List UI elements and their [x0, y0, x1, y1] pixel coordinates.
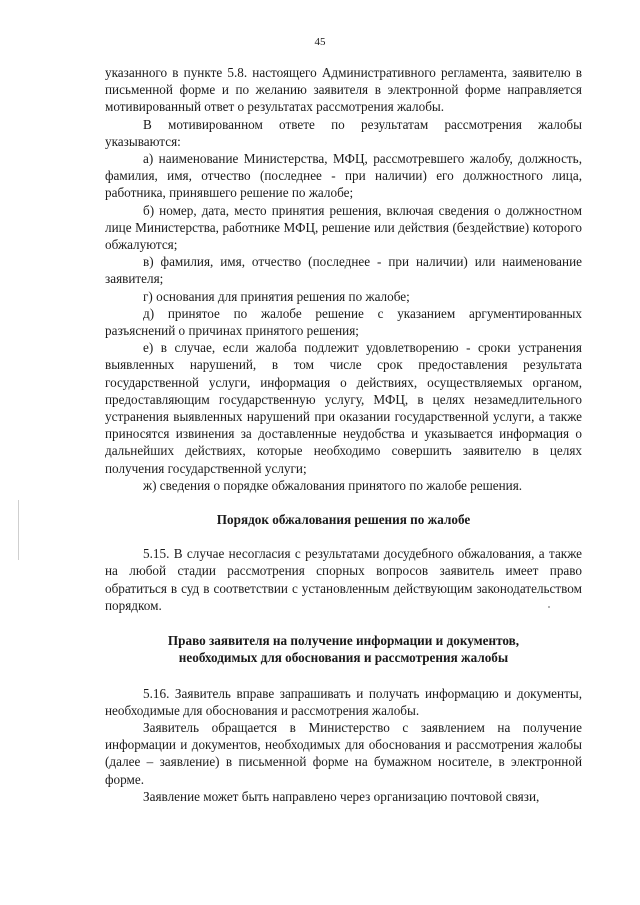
list-item-e: е) в случае, если жалоба подлежит удовлетворению - сроки устранения выявленных нарушений, в том числе срок предоставления результата государственной услуги, информация о действиях, осуществляемых органом, предоставляющим государственную услугу, МФЦ, в целях незамедлительного устранения выявленных нарушений при оказании государственной услуги, а также приносятся извинения за доставленные неудобства и указывается информация о дальнейших действиях, которые необходимо совершить заявителю в целях получения государственной услуги;	[105, 340, 582, 476]
paragraph-application: Заявитель обращается в Министерство с заявлением на получение информации и документов, необходимых для обоснования и рассмотрения жалобы (далее – заявление) в письменной форме на бумажном носителе, в электронной форме.	[105, 719, 582, 787]
section-heading-line-2: необходимых для обоснования и рассмотрения жалобы	[178, 650, 509, 666]
scan-margin-mark	[18, 500, 19, 560]
list-item-v: в) фамилия, имя, отчество (последнее - при наличии) или наименование заявителя;	[105, 254, 582, 287]
list-item-g: г) основания для принятия решения по жалобе;	[143, 288, 410, 304]
section-heading-appeal-procedure: Порядок обжалования решения по жалобе	[216, 512, 471, 528]
list-item-d: д) принятое по жалобе решение с указанием аргументированных разъяснений о причинах принятого решения;	[105, 305, 582, 339]
list-item-b: б) номер, дата, место принятия решения, включая сведения о должностном лице Министерства, работнике МФЦ, решение или действия (бездействие) которого обжалуются;	[105, 202, 582, 253]
paragraph-continuation: указанного в пункте 5.8. настоящего Административного регламента, заявителю в письменной форме и по желанию заявителя в электронной форме направляется мотивированный ответ о результатах рассмотрения жалобы.	[105, 65, 582, 115]
page-number: 45	[314, 36, 326, 48]
section-heading-information-right	[105, 632, 582, 666]
list-item-a: а) наименование Министерства, МФЦ, рассмотревшего жалобу, должность, фамилия, имя, отчество (последнее - при наличии) его должностного лица, работника, принявшего решение по жалобе;	[105, 151, 582, 201]
list-item-zh: ж) сведения о порядке обжалования принятого по жалобе решения.	[143, 477, 523, 493]
paragraph-5-15: 5.15. В случае несогласия с результатами досудебного обжалования, а также на любой стадии рассмотрения спорных вопросов заявитель имеет право обратиться в суд в соответствии с установленным действующим законодательством порядком.	[105, 546, 582, 613]
document-body	[105, 64, 582, 805]
paragraph-application-delivery: Заявление может быть направлено через организацию почтовой связи,	[143, 788, 540, 804]
paragraph-answer-contents: В мотивированном ответе по результатам рассмотрения жалобы указываются:	[105, 116, 582, 149]
section-heading-line-1: Право заявителя на получение информации и документов,	[167, 633, 520, 649]
paragraph-5-16: 5.16. Заявитель вправе запрашивать и получать информацию и документы, необходимые для обоснования и рассмотрения жалобы.	[105, 685, 582, 718]
